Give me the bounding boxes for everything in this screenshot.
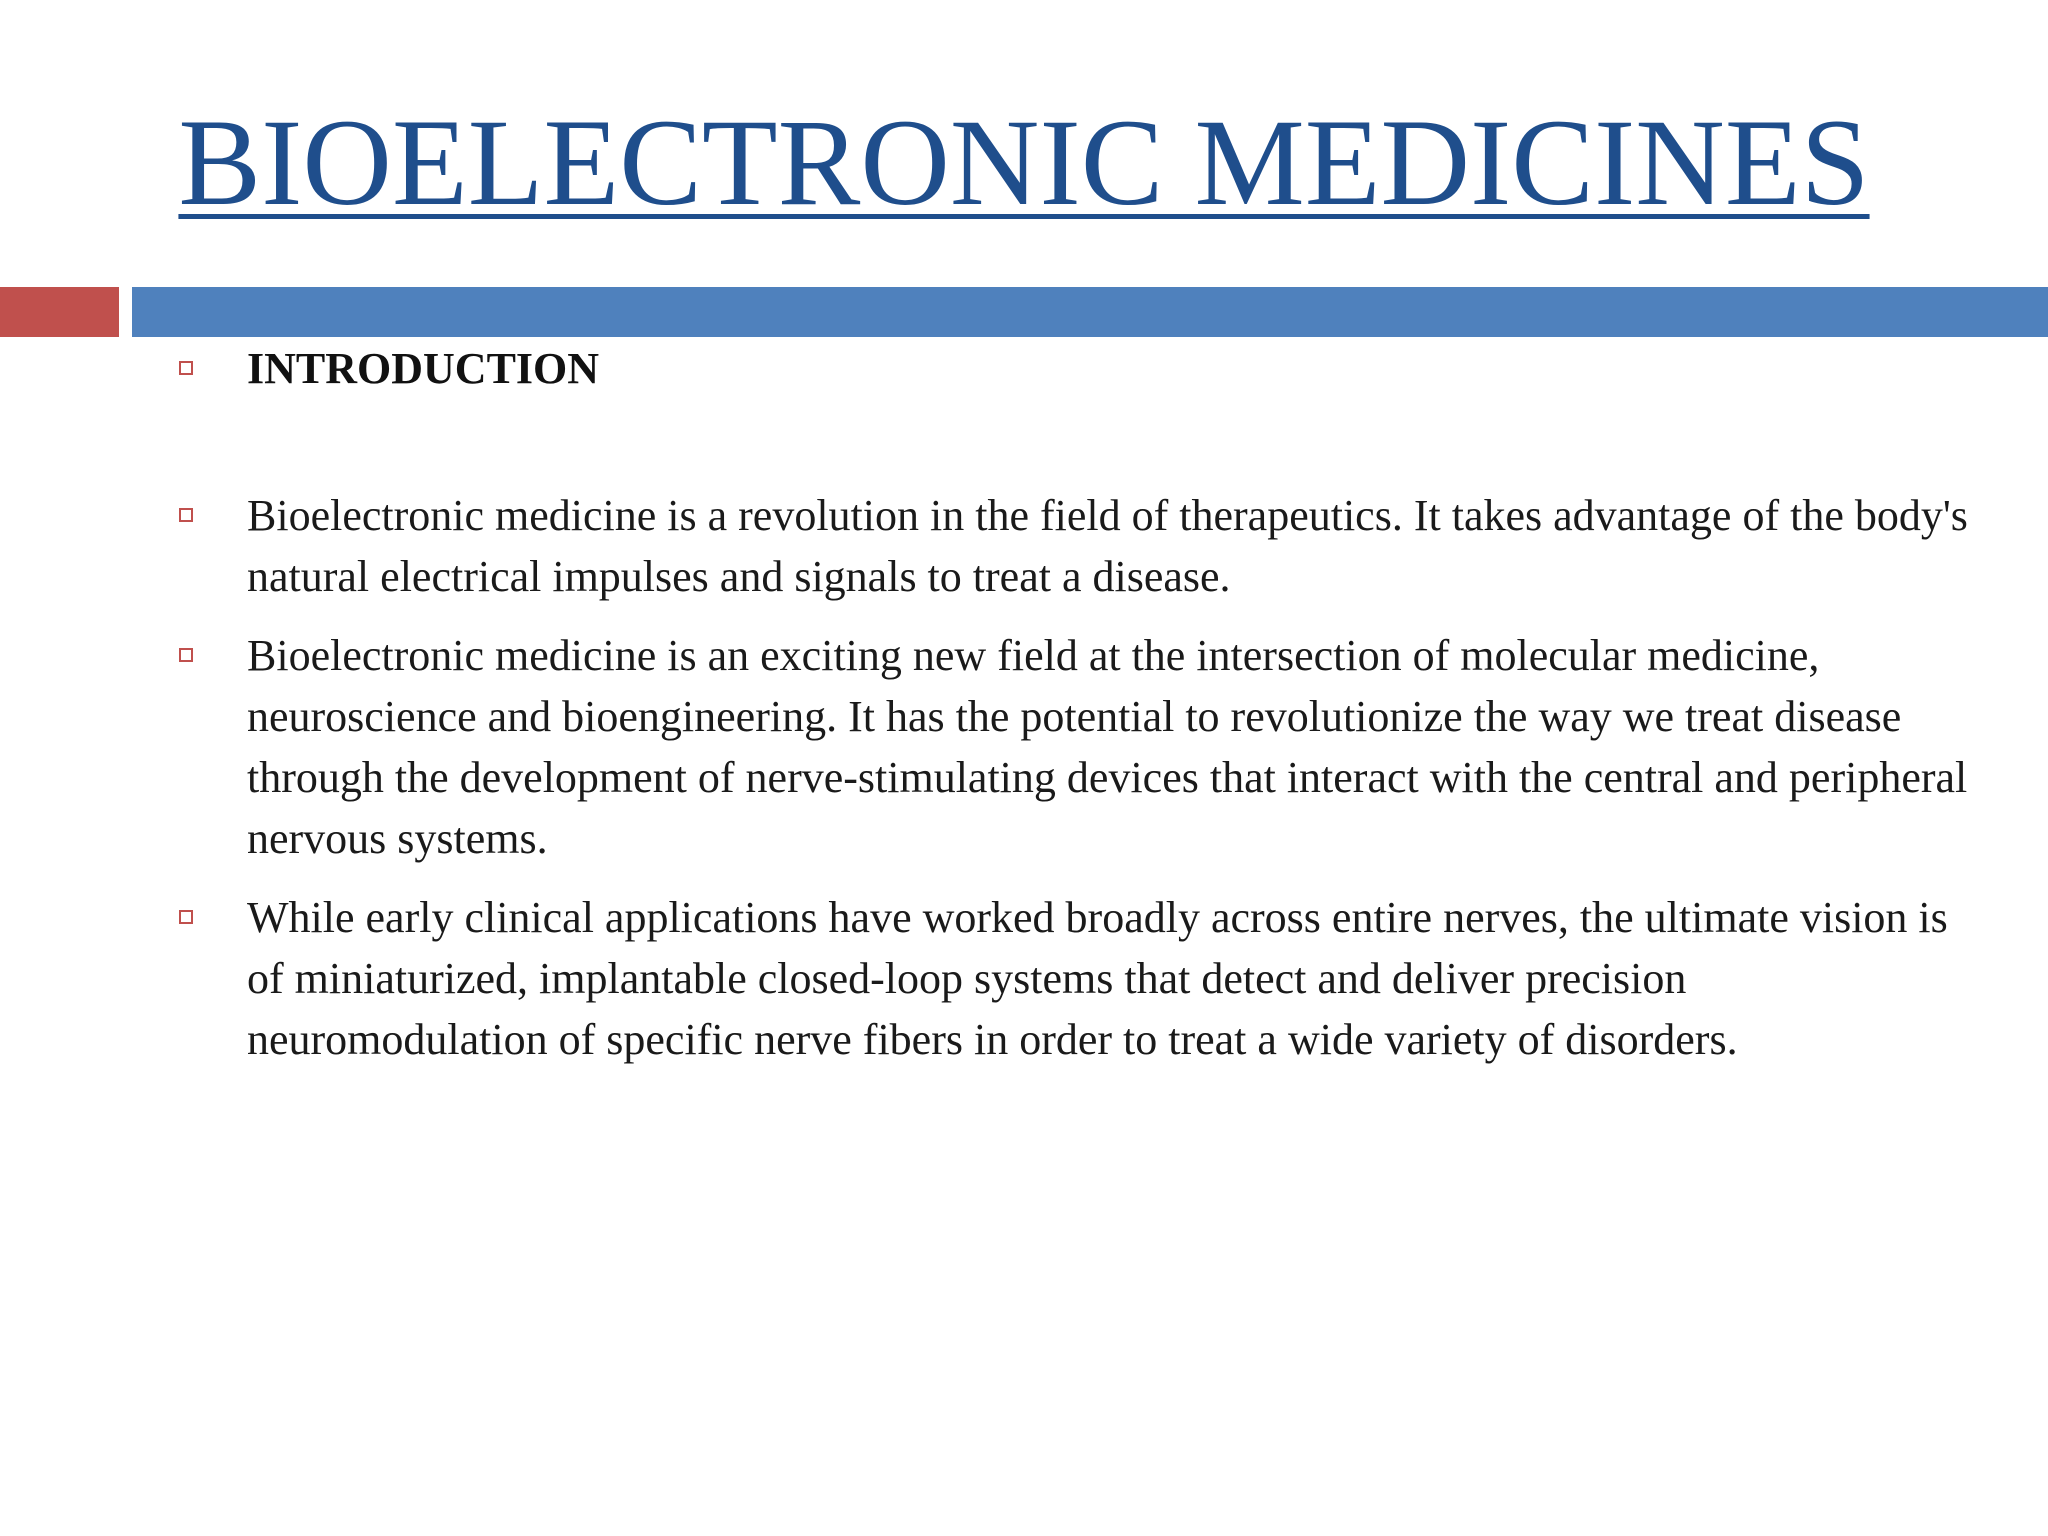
square-bullet-icon — [179, 508, 193, 522]
accent-bar-red — [0, 287, 119, 337]
bullet-list — [175, 338, 1985, 1088]
bullet-item — [175, 887, 1985, 1070]
bullet-item — [175, 485, 1985, 607]
square-bullet-icon — [179, 361, 193, 375]
square-bullet-icon — [179, 910, 193, 924]
square-bullet-icon — [179, 648, 193, 662]
bullet-text: While early clinical applications have worked broadly across entire nerves, the ultimate vision is of miniaturized, implantable closed-loop systems that detect and deliver precision neuromodulation of specific nerve fibers in order to treat a wide variety of disorders. — [247, 893, 1948, 1064]
accent-bar-blue — [132, 287, 2048, 337]
bullet-item-introduction — [175, 338, 1985, 399]
bullet-text: Bioelectronic medicine is an exciting new field at the intersection of molecular medicine, neuroscience and bioengineering. It has the potential to revolutionize the way we treat disease through the development of nerve-stimulating devices that interact with the central and peripheral nervous systems. — [247, 631, 1968, 863]
bullet-text: INTRODUCTION — [247, 344, 600, 393]
bullet-text: Bioelectronic medicine is a revolution in the field of therapeutics. It takes advantage of the body's natural electrical impulses and signals to treat a disease. — [247, 491, 1968, 601]
slide-title: BIOELECTRONIC MEDICINES — [178, 94, 1870, 231]
bullet-item — [175, 625, 1985, 869]
